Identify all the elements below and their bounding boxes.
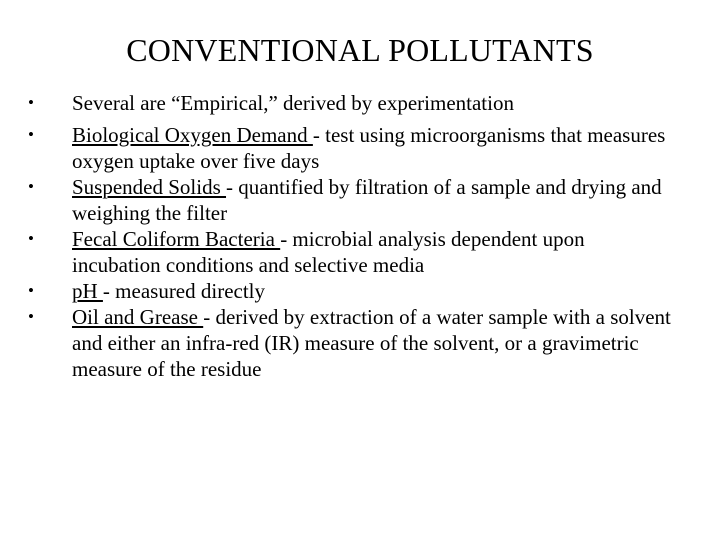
bullet-icon: • [28, 177, 34, 196]
bullet-text: Several are “Empirical,” derived by experimentation [72, 91, 514, 115]
bullet-text: - quantified by filtration of a sample and drying and weighing the filter [72, 175, 662, 225]
bullet-item-oil-grease [28, 304, 678, 382]
bullet-icon: • [28, 281, 34, 300]
bullet-item-suspended-solids [28, 174, 678, 226]
bullet-item-fecal-coliform [28, 226, 678, 278]
bullet-item-ph [28, 278, 678, 304]
bullet-item-empirical [28, 90, 678, 116]
bullet-term: Biological Oxygen Demand [72, 123, 313, 147]
bullet-text: - microbial analysis dependent upon incubation conditions and selective media [72, 227, 585, 277]
bullet-icon: • [28, 125, 34, 144]
bullet-icon: • [28, 229, 34, 248]
bullet-term: Suspended Solids [72, 175, 227, 199]
slide-title: CONVENTIONAL POLLUTANTS [126, 32, 594, 68]
bullet-icon: • [28, 307, 34, 326]
bullet-text: - measured directly [102, 279, 266, 303]
bullet-text: - test using microorganisms that measures oxygen uptake over five days [72, 123, 666, 173]
bullet-term: Fecal Coliform Bacteria [72, 227, 281, 251]
bullet-item-bod [28, 122, 678, 174]
bullet-term: pH [72, 279, 103, 303]
bullet-text: - derived by extraction of a water sample with a solvent and either an infra-red (IR) measure of the solvent, or a gravimetric measure of the residue [72, 305, 671, 381]
bullet-term: Oil and Grease [72, 305, 204, 329]
bullet-icon: • [28, 93, 34, 112]
bullet-list [28, 90, 678, 382]
